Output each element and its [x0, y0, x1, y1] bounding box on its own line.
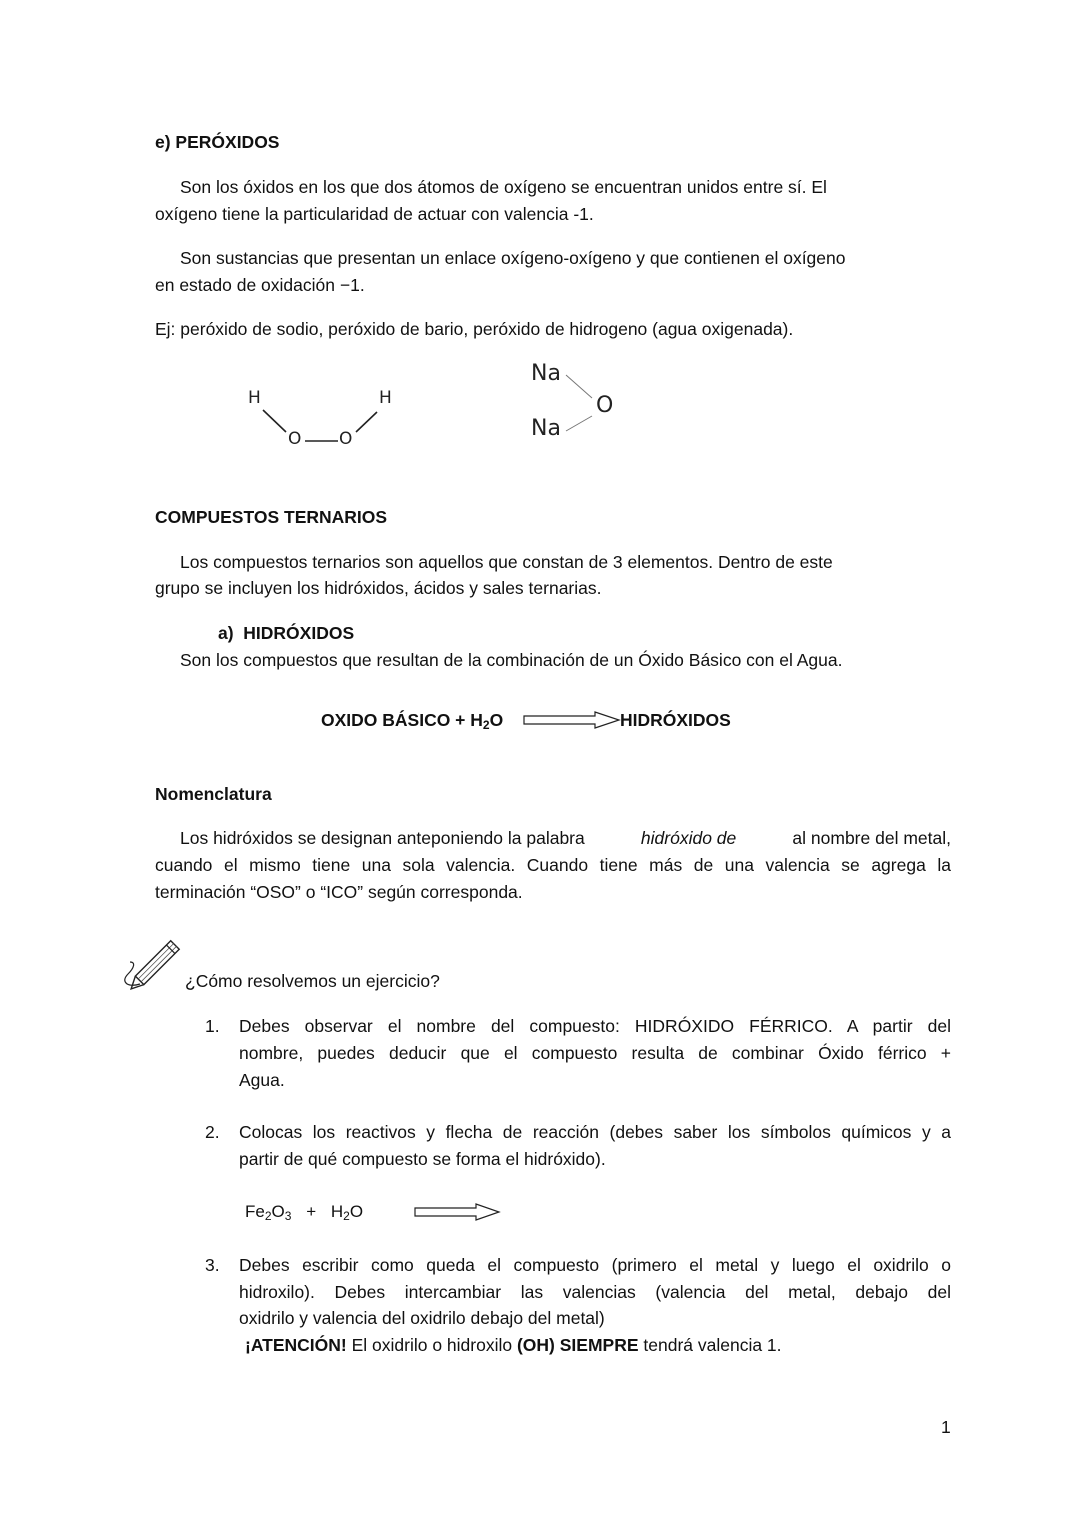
list-number: 1.: [205, 1016, 220, 1036]
paragraph-line: Son los óxidos en los que dos átomos de oxígeno se encuentran unidos entre sí. El: [180, 177, 827, 197]
atom-h: H: [379, 388, 392, 408]
bond-lines: [560, 365, 610, 445]
section-heading-ternarios: COMPUESTOS TERNARIOS: [155, 507, 388, 527]
atom-h: H: [248, 388, 261, 408]
atom-na: Na: [531, 416, 561, 441]
subheading-hidroxidos: a) HIDRÓXIDOS: [218, 623, 355, 643]
italic-term: hidróxido de: [640, 828, 737, 848]
attention-label: ¡ATENCIÓN!: [245, 1335, 347, 1355]
list-line: hidroxilo). Debes intercambiar las valencias (valencia del metal, debajo del: [239, 1282, 951, 1302]
atom-o: O: [596, 393, 614, 418]
paragraph-line: [180, 827, 951, 849]
text: tendrá valencia 1.: [638, 1335, 782, 1355]
pencil-icon: [118, 932, 193, 992]
paragraph-line: grupo se incluyen los hidróxidos, ácidos y sales ternarias.: [155, 578, 602, 598]
paragraph-line: terminación “OSO” o “ICO” según corresponda.: [155, 882, 523, 902]
page-number: 1: [941, 1417, 951, 1437]
reaction-arrow-icon: [523, 711, 623, 729]
subscript: 2: [482, 718, 490, 732]
atom-o: O: [288, 429, 302, 449]
plus: +: [306, 1202, 317, 1221]
paragraph-line: Son sustancias que presentan un enlace oxígeno-oxígeno y que contienen el oxígeno: [180, 248, 846, 268]
subscript: 2: [343, 1209, 350, 1223]
list-line: Colocas los reactivos y flecha de reacción (debes saber los símbolos químicos y a: [239, 1122, 951, 1142]
list-line: Agua.: [239, 1070, 285, 1090]
list-line: partir de qué compuesto se forma el hidróxido).: [239, 1149, 606, 1169]
section-heading-peroxidos: e) PERÓXIDOS: [155, 132, 280, 152]
symbol: Fe: [245, 1202, 265, 1221]
symbol: O: [349, 1202, 364, 1221]
list-number: 2.: [205, 1122, 220, 1142]
reaction-example: [245, 1201, 363, 1223]
symbol: H: [330, 1202, 344, 1221]
reactants: OXIDO BÁSICO + H: [321, 710, 483, 730]
exercise-title: ¿Cómo resolvemos un ejercicio?: [185, 971, 440, 991]
paragraph-line: Son los compuestos que resultan de la combinación de un Óxido Básico con el Agua.: [180, 650, 843, 670]
reaction-equation: [321, 709, 503, 731]
subscript: 3: [284, 1209, 292, 1223]
subscript: 2: [264, 1209, 272, 1223]
reactant-o: O: [489, 710, 504, 730]
paragraph-line: Los compuestos ternarios son aquellos que constan de 3 elementos. Dentro de este: [180, 552, 833, 572]
section-heading-nomenclatura: Nomenclatura: [155, 784, 272, 804]
paragraph-line: en estado de oxidación −1.: [155, 275, 365, 295]
reaction-arrow-icon: [414, 1203, 502, 1221]
bond-lines: [230, 355, 430, 455]
list-line: Debes observar el nombre del compuesto: HIDRÓXIDO FÉRRICO. A partir del: [239, 1016, 951, 1036]
list-number: 3.: [205, 1255, 220, 1275]
bold-text: (OH) SIEMPRE: [516, 1335, 639, 1355]
list-line: oxidrilo y valencia del oxidrilo debajo del metal): [239, 1308, 605, 1328]
paragraph-line: oxígeno tiene la particularidad de actuar con valencia -1.: [155, 204, 594, 224]
reaction-product: HIDRÓXIDOS: [620, 710, 731, 730]
attention-note: [245, 1334, 782, 1356]
text: El oxidrilo o hidroxilo: [346, 1335, 517, 1355]
text: Los hidróxidos se designan anteponiendo la palabra: [180, 828, 585, 848]
example-line: Ej: peróxido de sodio, peróxido de bario, peróxido de hidrogeno (agua oxigenada).: [155, 319, 794, 339]
list-line: Debes escribir como queda el compuesto (primero el metal y luego el oxidrilo o: [239, 1255, 951, 1275]
atom-o: O: [339, 429, 353, 449]
text: al nombre del metal,: [792, 828, 951, 848]
atom-na: Na: [531, 361, 561, 386]
paragraph-line: cuando el mismo tiene una sola valencia. Cuando tiene más de una valencia se agrega la: [155, 855, 951, 875]
symbol: O: [271, 1202, 285, 1221]
list-line: nombre, puedes deducir que el compuesto resulta de combinar Óxido férrico +: [239, 1043, 951, 1063]
